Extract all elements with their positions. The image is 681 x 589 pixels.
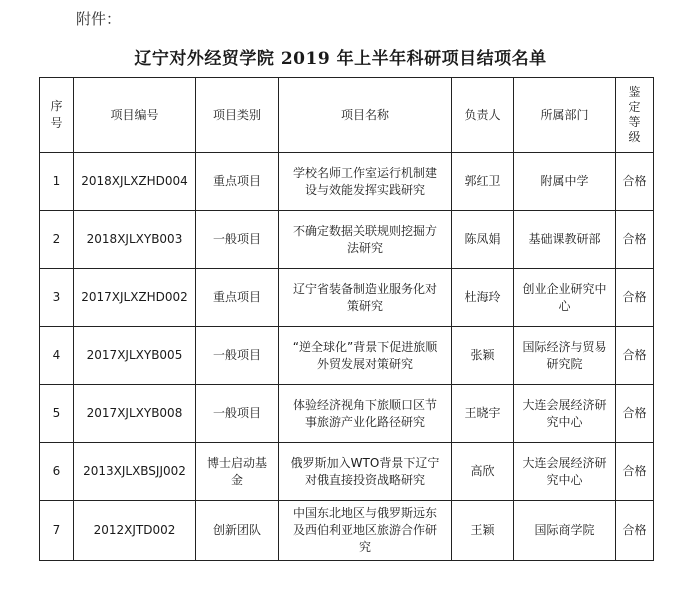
table-row: [40, 385, 654, 443]
cell-no: 6: [40, 443, 74, 501]
cell-category: 一般项目: [196, 385, 279, 443]
header-grade: 鉴定等级: [616, 78, 654, 153]
cell-dept: 国际商学院: [514, 501, 616, 561]
cell-grade: 合格: [616, 443, 654, 501]
cell-code: 2017XJLXYB005: [74, 327, 196, 385]
cell-name: 不确定数据关联规则挖掘方法研究: [279, 211, 452, 269]
cell-dept: 附属中学: [514, 153, 616, 211]
cell-dept: 大连会展经济研究中心: [514, 443, 616, 501]
attachment-label: 附件：: [76, 10, 122, 28]
cell-name: 俄罗斯加入WTO背景下辽宁对俄直接投资战略研究: [279, 443, 452, 501]
table-row: [40, 153, 654, 211]
cell-code: 2013XJLXBSJJ002: [74, 443, 196, 501]
table-row: [40, 211, 654, 269]
cell-category: 一般项目: [196, 327, 279, 385]
cell-dept: 国际经济与贸易研究院: [514, 327, 616, 385]
cell-leader: 高欣: [452, 443, 514, 501]
header-leader: 负责人: [452, 78, 514, 153]
table-row: [40, 269, 654, 327]
cell-no: 1: [40, 153, 74, 211]
cell-no: 5: [40, 385, 74, 443]
cell-no: 2: [40, 211, 74, 269]
cell-code: 2012XJTD002: [74, 501, 196, 561]
cell-name: 体验经济视角下旅顺口区节事旅游产业化路径研究: [279, 385, 452, 443]
cell-no: 7: [40, 501, 74, 561]
header-dept: 所属部门: [514, 78, 616, 153]
cell-dept: 大连会展经济研究中心: [514, 385, 616, 443]
cell-leader: 郭红卫: [452, 153, 514, 211]
cell-code: 2018XJLXYB003: [74, 211, 196, 269]
cell-name: 辽宁省装备制造业服务化对策研究: [279, 269, 452, 327]
cell-code: 2018XJLXZHD004: [74, 153, 196, 211]
cell-name: “逆全球化”背景下促进旅顺外贸发展对策研究: [279, 327, 452, 385]
cell-grade: 合格: [616, 385, 654, 443]
cell-leader: 王晓宇: [452, 385, 514, 443]
cell-leader: 王颖: [452, 501, 514, 561]
cell-code: 2017XJLXYB008: [74, 385, 196, 443]
cell-grade: 合格: [616, 327, 654, 385]
project-table: [39, 77, 654, 561]
cell-grade: 合格: [616, 153, 654, 211]
cell-category: 创新团队: [196, 501, 279, 561]
cell-grade: 合格: [616, 211, 654, 269]
cell-category: 一般项目: [196, 211, 279, 269]
cell-category: 博士启动基金: [196, 443, 279, 501]
cell-leader: 杜海玲: [452, 269, 514, 327]
cell-no: 3: [40, 269, 74, 327]
cell-dept: 基础课教研部: [514, 211, 616, 269]
table-row: [40, 443, 654, 501]
header-name: 项目名称: [279, 78, 452, 153]
document-title: 辽宁对外经贸学院 2019 年上半年科研项目结项名单: [134, 49, 547, 69]
cell-category: 重点项目: [196, 153, 279, 211]
cell-dept: 创业企业研究中心: [514, 269, 616, 327]
cell-grade: 合格: [616, 501, 654, 561]
header-category: 项目类别: [196, 78, 279, 153]
cell-leader: 张颖: [452, 327, 514, 385]
cell-no: 4: [40, 327, 74, 385]
header-no: 序号: [40, 78, 74, 153]
cell-category: 重点项目: [196, 269, 279, 327]
cell-leader: 陈凤娟: [452, 211, 514, 269]
cell-code: 2017XJLXZHD002: [74, 269, 196, 327]
cell-grade: 合格: [616, 269, 654, 327]
table-row: [40, 327, 654, 385]
cell-name: 中国东北地区与俄罗斯远东及西伯利亚地区旅游合作研究: [279, 501, 452, 561]
table-row: [40, 501, 654, 561]
cell-name: 学校名师工作室运行机制建设与效能发挥实践研究: [279, 153, 452, 211]
header-code: 项目编号: [74, 78, 196, 153]
table-header-row: [40, 78, 654, 153]
